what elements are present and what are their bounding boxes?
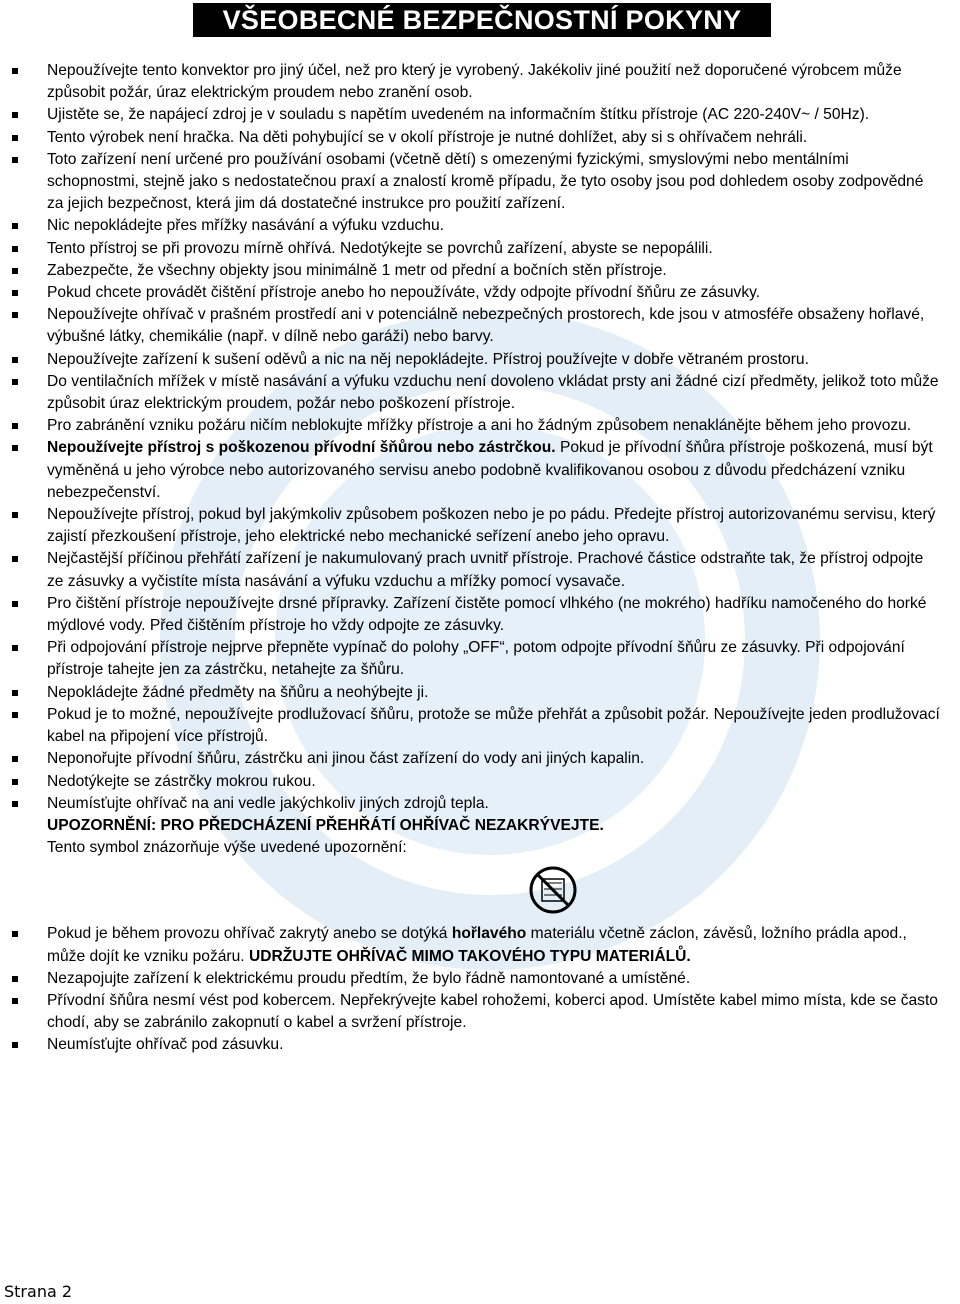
list-item: Nedotýkejte se zástrčky mokrou rukou. [0,771,960,793]
bullet-icon [12,423,18,429]
bullet-icon [12,645,18,651]
list-item: Tento přístroj se při provozu mírně ohřívá. Nedotýkejte se povrchů zařízení, abyste se nepopálili. [0,238,960,260]
bullet-icon [12,712,18,718]
list-item: Při odpojování přístroje nejprve přepněte vypínač do polohy „OFF“, potom odpojte přívodní šňůru ze zásuvky. Při odpojování přístroje tahejte jen za zástrčku, netahejte za šňůru. [0,637,960,681]
list-item: Přívodní šňůra nesmí vést pod kobercem. Nepřekrývejte kabel rohožemi, koberci apod. Umístěte kabel mimo místa, kde se často chodí, aby se zabránilo zakopnutí o kabel a svržení přístroje. [0,990,960,1034]
bullet-icon [12,246,18,252]
page-number: Strana 2 [4,1282,73,1301]
bullet-icon [12,268,18,274]
bullet-icon [12,512,18,518]
bullet-icon [12,779,18,785]
list-item: Zabezpečte, že všechny objekty jsou minimálně 1 metr od přední a bočních stěn přístroje. [0,260,960,282]
bullet-icon [12,68,18,74]
bullet-icon [12,445,18,451]
bullet-icon [12,223,18,229]
overheat-warning: UPOZORNĚNÍ: PRO PŘEDCHÁZENÍ PŘEHŘÁTÍ OHŘÍVAČ NEZAKRÝVEJTE. [47,816,604,834]
list-item: Nepoužívejte tento konvektor pro jiný účel, než pro který je vyrobený. Jakékoliv jiné použití než doporučené výrobcem může způsobit požár, úraz elektrickým proudem nebo zranění osob. [0,60,960,104]
bullet-icon [12,801,18,807]
list-item-flammable: Pokud je během provozu ohřívač zakrytý anebo se dotýká hořlavého materiálu včetně záclon, závěsů, ložního prádla apod., může dojít ke vzniku požáru. UDRŽUJTE OHŘÍVAČ MIMO TAKOVÉHO TYPU MATERIÁLŮ. [0,923,960,967]
bullet-icon [12,690,18,696]
bullet-icon [12,379,18,385]
list-item: Nepokládejte žádné předměty na šňůru a neohýbejte ji. [0,682,960,704]
list-item: Nepoužívejte přístroj s poškozenou přívodní šňůrou nebo zástrčkou. Pokud je přívodní šňůra přístroje poškozená, musí být vyměněná u jeho výrobce nebo autorizovaného servisu anebo podobně kvalifikovanou osobou z důvodu předcházení vzniku nebezpečenství. [0,437,960,504]
do-not-cover-icon [528,865,578,915]
safety-items-group-1 [0,60,960,815]
bullet-icon [12,556,18,562]
bullet-icon [12,1042,18,1048]
bullet-icon [12,157,18,163]
bullet-icon [12,601,18,607]
page-title: VŠEOBECNÉ BEZPEČNOSTNÍ POKYNY [193,3,771,37]
symbol-caption: Tento symbol znázorňuje výše uvedené upozornění: [47,839,407,857]
list-item: Ujistěte se, že napájecí zdroj je v souladu s napětím uvedeném na informačním štítku přístroje (AC 220-240V~ / 50Hz). [0,104,960,126]
list-item: Pro čištění přístroje nepoužívejte drsné přípravky. Zařízení čistěte pomocí vlhkého (ne mokrého) hadříku namočeného do horké mýdlové vody. Před čištěním přístroje ho vždy odpojte ze zásuvky. [0,593,960,637]
bullet-icon [12,357,18,363]
list-item: Nejčastější příčinou přehřátí zařízení je nakumulovaný prach uvnitř přístroje. Prachové částice odstraňte tak, že přístroj odpojte ze zásuvky a vyčistíte místa nasávání a výfuku vzduchu a mřížky pomocí vysavače. [0,548,960,592]
bullet-icon [12,931,18,937]
bullet-icon [12,312,18,318]
list-item: Neponořujte přívodní šňůru, zástrčku ani jinou část zařízení do vody ani jiných kapalin. [0,748,960,770]
bullet-icon [12,998,18,1004]
list-item: Neumísťujte ohřívač na ani vedle jakýchkoliv jiných zdrojů tepla. [0,793,960,815]
bullet-icon [12,290,18,296]
bullet-icon [12,135,18,141]
bullet-icon [12,976,18,982]
list-item: Toto zařízení není určené pro používání osobami (včetně dětí) s omezenými fyzickými, smyslovými nebo mentálními schopnostmi, stejně jako s nedostatečnou praxí a znalostí kromě případu, že tyto osoby jsou pod dohledem osoby zodpovědné za jejich bezpečnost, která jim dá dostatečné instrukce pro použití zařízení. [0,149,960,216]
list-item: Do ventilačních mřížek v místě nasávání a výfuku vzduchu není dovoleno vkládat prsty ani žádné cizí předměty, jelikož toto může způsobit úraz elektrickým proudem, požár nebo poškození přístroje. [0,371,960,415]
bullet-icon [12,112,18,118]
list-item: Nepoužívejte přístroj, pokud byl jakýmkoliv způsobem poškozen nebo je po pádu. Předejte přístroj autorizovanému servisu, který zajistí přezkoušení přístroje, jeho elektrické nebo mechanické seřízení anebo jeho opravu. [0,504,960,548]
list-item: Neumísťujte ohřívač pod zásuvku. [0,1034,960,1056]
list-item: Tento výrobek není hračka. Na děti pohybující se v okolí přístroje je nutné dohlížet, aby si s ohřívačem nehráli. [0,127,960,149]
list-item: Pokud chcete provádět čištění přístroje anebo ho nepoužíváte, vždy odpojte přívodní šňůru ze zásuvky. [0,282,960,304]
bullet-icon [12,756,18,762]
symbol-row [0,859,960,923]
list-item: Nepoužívejte ohřívač v prašném prostředí ani v potenciálně nebezpečných prostorech, kde jsou v atmosféře obsaženy hořlavé, výbušné látky, chemikálie (např. v dílně nebo garáži) nebo barvy. [0,304,960,348]
list-item: Pro zabránění vzniku požáru ničím neblokujte mřížky přístroje a ani ho žádným způsobem nenaklánějte během jeho provozu. [0,415,960,437]
list-item: Nezapojujte zařízení k elektrickému proudu předtím, že bylo řádně namontované a umístěné. [0,968,960,990]
list-item: Pokud je to možné, nepoužívejte prodlužovací šňůru, protože se může přehřát a způsobit požár. Nepoužívejte jeden prodlužovací kabel na připojení více přístrojů. [0,704,960,748]
safety-items-group-2 [0,968,960,1057]
list-item: Nepoužívejte zařízení k sušení oděvů a nic na něj nepokládejte. Přístroj používejte v dobře větraném prostoru. [0,349,960,371]
safety-list [0,60,960,1057]
list-item: Nic nepokládejte přes mřížky nasávání a výfuku vzduchu. [0,215,960,237]
